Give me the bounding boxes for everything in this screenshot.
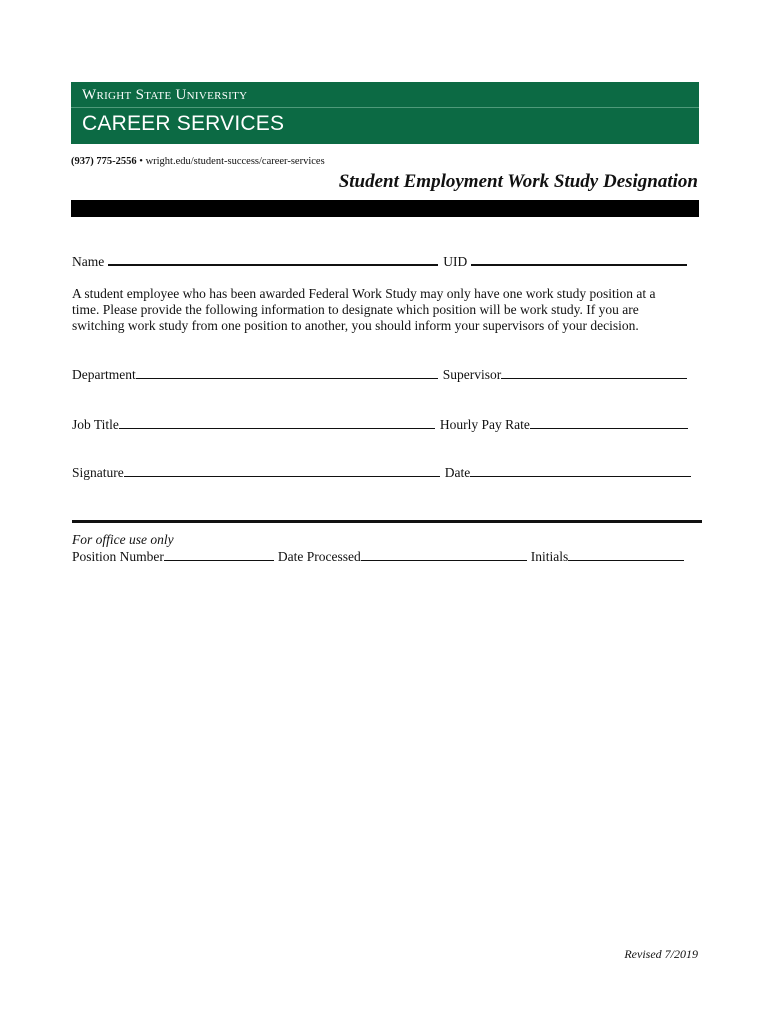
- supervisor-label: Supervisor: [442, 367, 502, 382]
- instructions-paragraph: A student employee who has been awarded Federal Work Study may only have one work study position at a time. Please provide the following information to designate which position will be work study. If you are switching work study from one position to another, you should inform your supervisors of your decision.: [72, 286, 656, 333]
- signature-date-row: [72, 464, 691, 481]
- uid-label: UID: [443, 254, 468, 269]
- job-title-label: Job Title: [72, 417, 119, 432]
- job-title-field[interactable]: [119, 416, 435, 429]
- separator-bullet: •: [139, 156, 143, 167]
- phone-number: (937) 775-2556: [71, 156, 137, 167]
- office-use-heading: For office use only: [72, 532, 174, 547]
- office-use-row: [72, 548, 684, 565]
- section-divider: [72, 520, 702, 523]
- date-label: Date: [444, 465, 471, 480]
- banner-divider: [71, 107, 699, 108]
- department-supervisor-row: [72, 366, 687, 383]
- signature-label: Signature: [72, 465, 124, 480]
- header-banner: [71, 82, 699, 144]
- position-number-field[interactable]: [164, 548, 274, 561]
- supervisor-field[interactable]: [501, 366, 687, 379]
- uid-field[interactable]: [471, 252, 687, 266]
- contact-line: [71, 156, 325, 167]
- website-link[interactable]: wright.edu/student-success/career-services: [145, 156, 325, 167]
- department-label: Department: [72, 367, 136, 382]
- department-name: CAREER SERVICES: [82, 112, 285, 135]
- title-bar: [71, 200, 699, 217]
- form-title: Student Employment Work Study Designation: [338, 171, 698, 192]
- initials-label: Initials: [530, 549, 569, 564]
- revision-note: Revised 7/2019: [624, 947, 698, 961]
- name-uid-row: [72, 252, 687, 270]
- date-field[interactable]: [470, 464, 691, 477]
- position-number-label: Position Number: [72, 549, 164, 564]
- signature-field[interactable]: [124, 464, 440, 477]
- date-processed-label: Date Processed: [277, 549, 361, 564]
- date-processed-field[interactable]: [361, 548, 527, 561]
- jobtitle-payrate-row: [72, 416, 688, 433]
- department-field[interactable]: [136, 366, 438, 379]
- hourly-pay-rate-field[interactable]: [530, 416, 688, 429]
- name-field[interactable]: [108, 252, 438, 266]
- initials-field[interactable]: [568, 548, 684, 561]
- university-name: Wright State University: [82, 87, 248, 103]
- hourly-pay-rate-label: Hourly Pay Rate: [439, 417, 530, 432]
- name-label: Name: [72, 254, 105, 269]
